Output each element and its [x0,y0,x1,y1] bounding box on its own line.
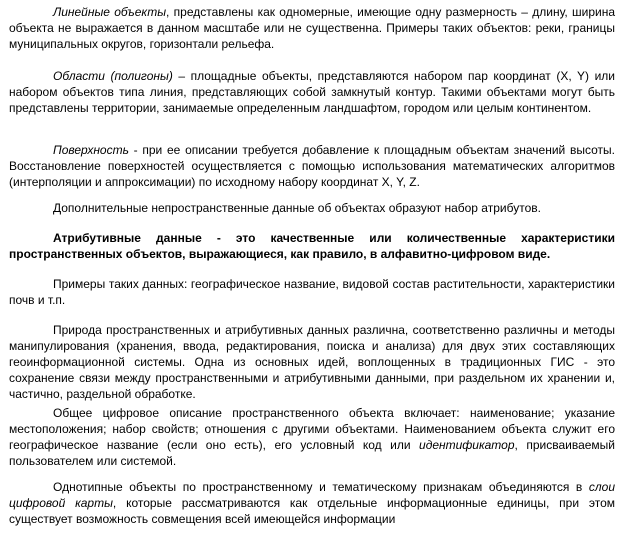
paragraph-text: Природа пространственных и атрибутивных данных различна, соответственно различны и методы манипулирования (хранения, ввода, редактирования, поиска и анализа) для двух этих составляющих геоинформационной системы. Одна из основных идей, воплощенных в традиционных ГИС - это сохранение связи между пространственными и атрибутивными данными, при раздельном их хранении и, частично, раздельной обработке. [9,323,615,401]
term-surface: Поверхность [53,143,129,157]
term-areas: Области (полигоны) [53,69,173,83]
paragraph-text: Однотипные объекты по пространственному и тематическому признакам объединяются в [53,480,589,494]
paragraph-attributes [9,200,615,216]
paragraph-text: Дополнительные непространственные данные об объектах образуют набор атрибутов. [53,201,541,215]
paragraph-linear-objects [9,4,615,52]
paragraph-attribute-definition [9,230,615,262]
paragraph-map-layers [9,479,615,527]
paragraph-text: Общее цифровое описание пространственного объекта включает: наименование; указание местоположения; набор свойств; отношения с другими объектами. Наименованием объекта служит его географическое название (если оно есть), его условный код или [9,406,615,452]
paragraph-digital-description [9,405,615,469]
paragraph-data-examples [9,276,615,308]
paragraph-text: , присваиваемый пользователем или системой. [9,438,615,468]
paragraph-text: – площадные объекты, представляются набором пар координат (X, Y) или набором объектов типа линия, представляющих собой замкнутый контур. Такими объектами могут быть представлены территории, занимаемые определенным ландшафтом, городом или целым континентом. [9,69,615,115]
paragraph-surface [9,142,615,190]
paragraph-text: - при ее описании требуется добавление к площадным объектам значений высоты. Восстановление поверхностей осуществляется с помощью использования математических алгоритмов (интерполяции и аппроксимации) по исходному набору координат X, Y, Z. [9,143,615,189]
paragraph-text: , представлены как одномерные, имеющие одну размерность – длину, ширина объекта не выражается в данном масштабе или не существенна. Примеры таких объектов: реки, границы муниципальных округов, горизонтали рельефа. [9,5,616,51]
paragraph-text: Атрибутивные данные - это качественные или количественные характеристики пространственных объектов, выражающиеся, как правило, в алфавитно-цифровом виде. [9,231,615,261]
paragraph-data-nature [9,322,615,402]
paragraph-text: Примеры таких данных: географическое название, видовой состав растительности, характеристики почв и т.п. [9,277,615,307]
term-linear-objects: Линейные объекты [53,5,167,19]
term-map-layers: слои цифровой карты [9,480,615,510]
paragraph-text: , которые рассматриваются как отдельные информационные единицы, при этом существует возможность совмещения всей имеющейся информации [9,496,615,526]
paragraph-areas [9,68,615,116]
term-identifier: идентификатор [419,438,515,452]
